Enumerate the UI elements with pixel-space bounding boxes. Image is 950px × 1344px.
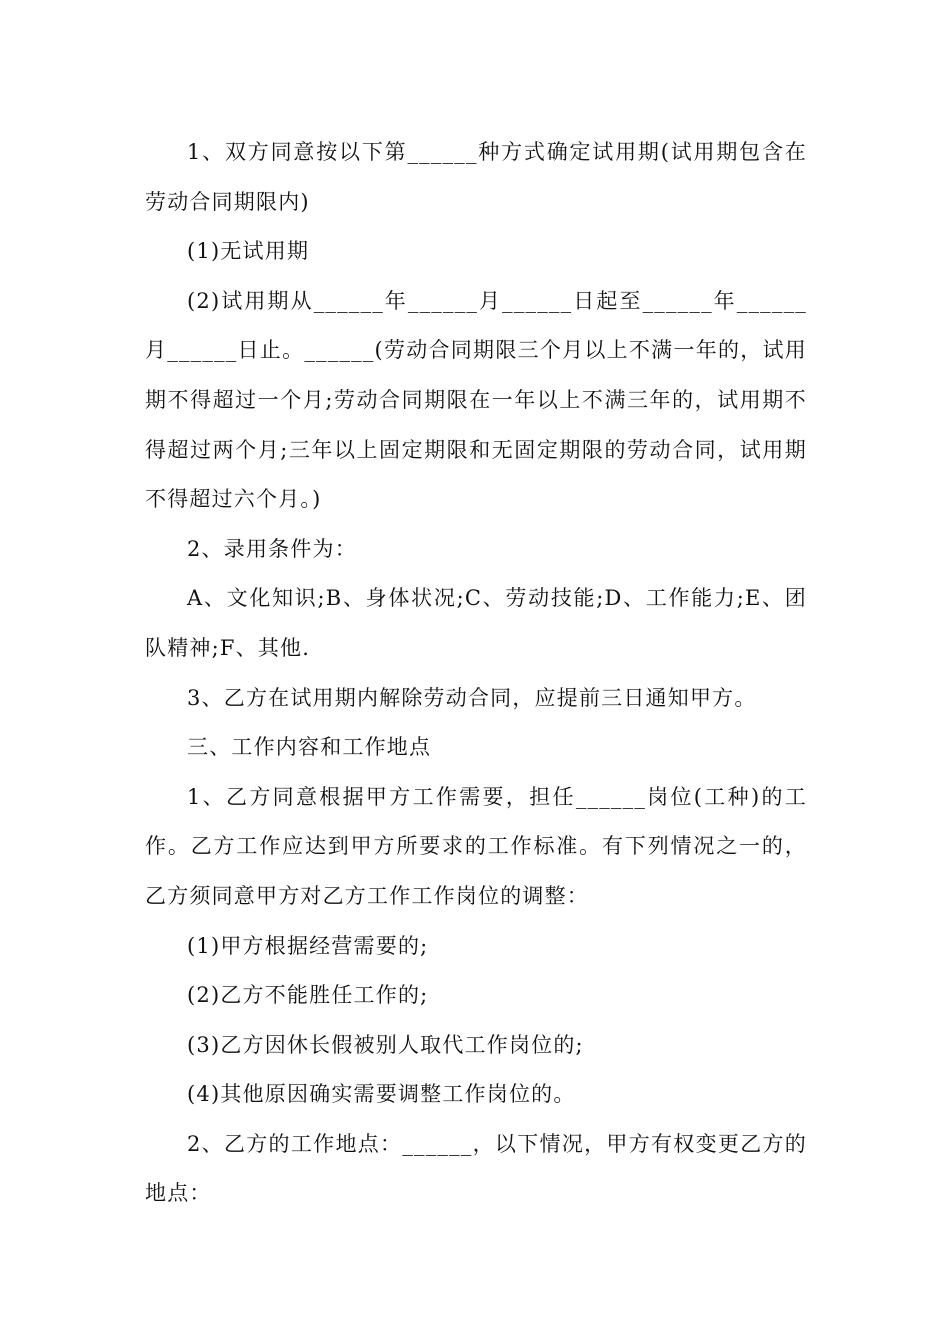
list-item-long-leave: (3)乙方因休长假被别人取代工作岗位的;	[187, 1032, 584, 1057]
list-item-business-needs: (1)甲方根据经营需要的;	[187, 933, 429, 958]
paragraph-hiring-conditions: 2、录用条件为：	[187, 536, 357, 561]
paragraph-probation-method: 1、双方同意按以下第______种方式确定试用期(试用期包含在劳动合同期限内)	[145, 140, 807, 214]
list-item-incompetent: (2)乙方不能胜任工作的;	[187, 983, 429, 1008]
paragraph-work-location: 2、乙方的工作地点：______，以下情况，甲方有权变更乙方的地点：	[145, 1131, 807, 1206]
section-heading-work-content: 三、工作内容和工作地点	[187, 735, 432, 760]
paragraph-job-position: 1、乙方同意根据甲方工作需要，担任______岗位(工种)的工作。乙方工作应达到甲方所要求的工作标准。有下列情况之一的，乙方须同意甲方对乙方工作工作岗位的调整：	[145, 784, 807, 908]
list-item-other-reasons: (4)其他原因确实需要调整工作岗位的。	[187, 1082, 576, 1107]
paragraph-no-probation: (1)无试用期	[187, 239, 310, 264]
paragraph-termination-notice: 3、乙方在试用期内解除劳动合同，应提前三日通知甲方。	[187, 685, 757, 710]
paragraph-condition-list: A、文化知识;B、身体状况;C、劳动技能;D、工作能力;E、团队精神;F、其他.	[145, 586, 807, 660]
paragraph-probation-period: (2)试用期从______年______月______日起至______年______月______日止。______(劳动合同期限三个月以上不满一年的，试用期不得超过一个月;劳动合同期限在一年以上不满三年的，试用期不得超过两个月;三年以上固定期限和无固定期限的劳动合同，试用期不得超过六个月。)	[145, 288, 807, 512]
document-body	[145, 128, 807, 1219]
